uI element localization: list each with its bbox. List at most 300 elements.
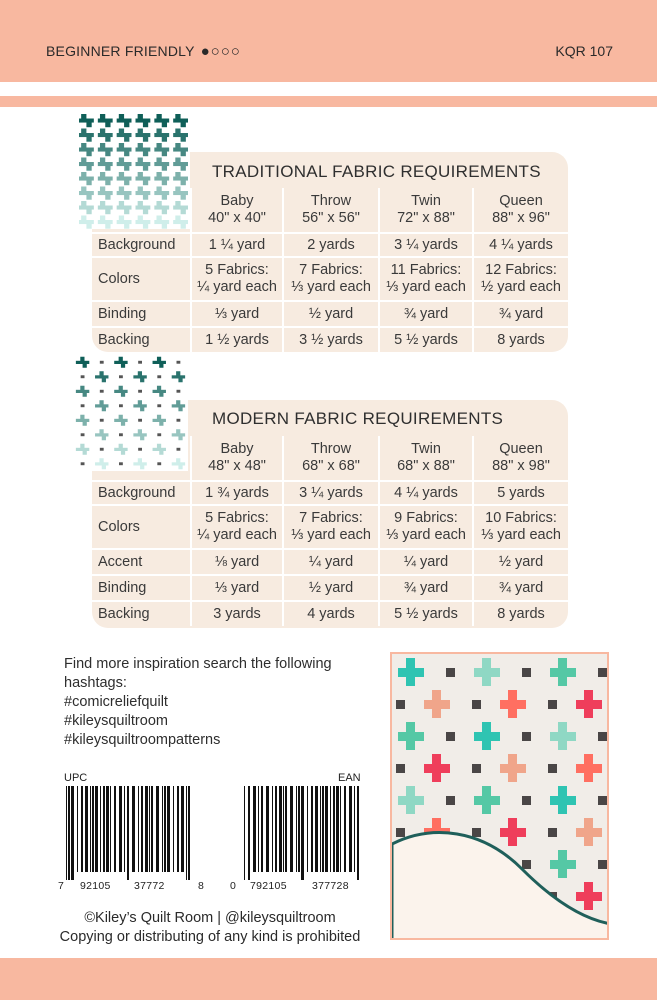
table-cell [378,482,472,504]
barcode-bar [301,786,304,880]
barcode-bar [320,786,321,872]
barcode-bar [149,786,150,872]
size-column-header [282,188,378,232]
quilt-dot [100,390,104,393]
table-cell [190,550,282,574]
barcode-bar [132,786,135,872]
table-row [92,326,568,352]
skill-level [46,43,241,60]
barcode-bar [296,786,297,872]
table-cell [190,234,282,256]
quilt-block [124,120,129,127]
size-dimensions: 40" x 40" [208,210,266,226]
photo-dot [522,668,531,677]
row-label: Colors [98,518,140,535]
quilt-block [124,222,129,229]
size-column-header [472,188,568,232]
size-dimensions: 88" x 96" [492,210,550,226]
cell-text: ⅓ yard each [386,279,466,295]
quilt-block [105,120,110,127]
photo-dot [446,668,455,677]
cell-text: 2 yards [307,236,355,253]
table-cell [378,576,472,600]
cell-text: 8 yards [497,331,545,348]
quilt-block [162,193,167,200]
quilt-block [138,172,143,179]
quilt-block [119,201,124,208]
quilt-block [181,193,186,200]
photo-dot [396,764,405,773]
hashtag-item: #kileysquiltroom [64,713,168,729]
quilt-block [119,187,124,194]
photo-block [584,818,593,846]
quilt-block [156,201,161,208]
quilt-dot [119,462,123,465]
quilt-block [162,222,167,229]
quilt-block [86,193,91,200]
quilt-block [105,178,110,185]
size-dimensions: 88" x 98" [492,458,550,474]
ean-barcode [242,786,364,880]
photo-dot [598,732,607,741]
hashtag-intro: Find more inspiration search the following [64,656,332,672]
quilt-block [83,420,87,426]
row-label: Binding [98,579,147,596]
table-cell [190,576,282,600]
quilt-block [156,172,161,179]
size-name: Baby [220,441,254,457]
cell-text: 3 ¼ yards [394,236,458,253]
barcode-bar [279,786,282,872]
size-column-header [378,436,472,480]
cell-text: ⅓ yard [214,579,260,596]
barcode-bar [344,786,346,872]
quilt-block [100,114,105,121]
quilt-block [124,164,129,171]
barcode-bar [114,786,116,872]
photo-dot [548,700,557,709]
quilt-dot [138,361,142,364]
photo-block [558,786,567,814]
barcode-bar [141,786,143,872]
quilt-block [143,149,148,156]
traditional-quilt-thumbnail [77,113,190,229]
quilt-block [100,216,105,223]
modern-title: MODERN FABRIC REQUIREMENTS [212,409,504,428]
quilt-block [138,158,143,165]
quilt-dot [157,404,161,407]
quilt-block [100,143,105,150]
quilt-block [102,406,106,412]
quilt-block [100,172,105,179]
photo-block [558,850,567,878]
quilt-dot [81,375,85,378]
quilt-block [143,193,148,200]
size-column-header [190,436,282,480]
copyright-line: ©Kiley’s Quilt Room | @kileysquiltroom [84,910,336,926]
quilt-block [181,164,186,171]
cell-text: 9 Fabrics: [394,510,458,526]
barcode-bar [95,786,98,872]
table-cell [378,258,472,300]
photo-dot [598,860,607,869]
cell-text: ¾ yard [403,305,449,322]
barcode-bar [307,786,308,872]
quilt-block [175,143,180,150]
quilt-block [159,362,163,368]
barcode-bar [124,786,125,872]
quilt-block [124,135,129,142]
photo-block [584,882,593,910]
quilt-block [121,449,125,455]
quilt-block [162,135,167,142]
quilt-block [83,391,87,397]
quilt-block [119,158,124,165]
quilt-block [159,391,163,397]
quilt-block [140,377,144,383]
barcode-bar [81,786,83,872]
table-cell [472,602,568,626]
cell-text: ½ yard [498,553,544,570]
hashtag-item: #comicreliefquilt [64,694,168,710]
quilt-block [100,158,105,165]
quilt-block [175,216,180,223]
quilt-block [138,201,143,208]
cell-text: 3 ½ yards [299,331,363,348]
table-row [92,504,568,548]
quilt-block [86,222,91,229]
photo-block [508,754,517,782]
quilt-block [156,129,161,136]
hashtag-item: #kileysquiltroompatterns [64,732,221,748]
photo-dot [522,732,531,741]
barcode-bar [188,786,190,880]
row-label: Binding [98,305,147,322]
hashtag-intro-2: hashtags: [64,675,127,691]
table-cell [378,602,472,626]
photo-block [558,658,567,686]
size-dimensions: 48" x 48" [208,458,266,474]
size-dimensions: 68" x 68" [302,458,360,474]
photo-block [432,754,441,782]
quilt-dot [157,433,161,436]
table-cell [190,258,282,300]
quilt-block [143,120,148,127]
modern-quilt-thumbnail [73,355,188,471]
quilt-block [156,114,161,121]
photo-block [482,786,491,814]
barcode-bar [66,786,67,880]
quilt-block [143,135,148,142]
barcode-bar [340,786,341,872]
quilt-block [124,178,129,185]
table-cell [378,302,472,326]
table-cell [282,506,378,548]
table-row [92,256,568,300]
quilt-dot [177,448,181,451]
barcode-bar [177,786,179,872]
skill-level-label: BEGINNER FRIENDLY [46,43,195,59]
quilt-block [162,164,167,171]
quilt-block [175,114,180,121]
quilt-block [81,172,86,179]
quilt-dot [138,390,142,393]
barcode-bar [106,786,109,872]
table-cell [378,506,472,548]
table-cell [472,328,568,352]
photo-dot [446,796,455,805]
footer-band [0,958,657,1000]
barcode-bar [285,786,287,872]
table-cell [472,576,568,600]
pattern-code: KQR 107 [555,43,613,59]
quilt-dot [100,361,104,364]
cell-text: 5 Fabrics: [205,262,269,278]
table-cell [282,258,378,300]
barcode-bar [85,786,88,872]
quilt-block [105,149,110,156]
cell-text: 11 Fabrics: [390,262,462,278]
cell-text: 4 yards [307,605,355,622]
quilt-block [119,114,124,121]
quilt-block [124,207,129,214]
quilt-block [175,129,180,136]
table-cell [282,576,378,600]
quilt-block [86,164,91,171]
quilt-block [175,201,180,208]
table-cell [282,328,378,352]
upc-digit: 37772 [134,880,165,892]
quilt-block [105,164,110,171]
barcode-bar [333,786,335,872]
quilt-block [121,362,125,368]
cell-text: 4 ¼ yards [394,484,458,501]
quilt-photo [390,652,609,940]
barcode-bar [330,786,331,872]
row-label: Background [98,484,176,501]
quilt-block [86,135,91,142]
size-dimensions: 68" x 88" [397,458,455,474]
cell-text: ½ yard [308,305,354,322]
barcode-bar [164,786,166,872]
quilt-block [138,143,143,150]
photo-block [508,690,517,718]
quilt-block [156,216,161,223]
table-row [92,600,568,626]
size-dimensions: 72" x 88" [397,210,455,226]
quilt-block [156,143,161,150]
barcode-bar [181,786,184,872]
photo-block [558,722,567,750]
quilt-block [156,187,161,194]
barcode-bar [315,786,318,872]
quilt-dot [138,448,142,451]
ean-digit: 377728 [312,880,349,892]
barcode-bar [354,786,355,872]
photo-dot [548,764,557,773]
cell-text: 3 yards [213,605,261,622]
quilt-dot [119,433,123,436]
ean-label: EAN [338,772,361,784]
skill-level-dots: ●○○○ [200,43,241,60]
quilt-block [143,164,148,171]
photo-block [482,658,491,686]
quilt-block [119,143,124,150]
quilt-block [162,149,167,156]
quilt-dot [177,390,181,393]
barcode-bar [68,786,70,880]
size-column-header [472,436,568,480]
quilt-block [162,207,167,214]
quilt-dot [157,462,161,465]
quilt-block [143,178,148,185]
quilt-block [119,216,124,223]
quilt-block [162,178,167,185]
cell-text: ¼ yard [403,553,449,570]
quilt-block [81,158,86,165]
quilt-block [143,222,148,229]
table-row [92,574,568,600]
table-cell [472,302,568,326]
quilt-dot [157,375,161,378]
quilt-block [105,207,110,214]
barcode-bar [110,786,111,872]
ean-digit: 0 [230,880,237,892]
quilt-dot [81,404,85,407]
barcode-bar [290,786,293,872]
quilt-block [181,149,186,156]
quilt-block [181,207,186,214]
quilt-block [81,143,86,150]
cell-text: 7 Fabrics: [299,510,363,526]
photo-dot [522,796,531,805]
quilt-dot [119,375,123,378]
table-cell [378,234,472,256]
barcode-bar [261,786,263,872]
quilt-block [162,120,167,127]
cell-text: 1 ¾ yards [205,484,269,501]
upc-label: UPC [64,772,88,784]
quilt-block [86,178,91,185]
barcode-bar [357,786,359,880]
header-band [0,0,657,82]
cell-text: ½ yard [308,579,354,596]
table-row [92,232,568,256]
barcode-bar [275,786,277,872]
table-cell [190,602,282,626]
barcode-bar [103,786,105,872]
table-cell [472,550,568,574]
photo-block [584,754,593,782]
cell-text: ⅓ yard each [291,527,371,543]
barcode-bar [349,786,352,872]
photo-dot [548,828,557,837]
quilt-block [124,193,129,200]
quilt-block [81,129,86,136]
barcode-bar [90,786,91,872]
quilt-block [105,222,110,229]
table-row [92,300,568,326]
row-label: Backing [98,605,150,622]
cell-text: ¾ yard [498,305,544,322]
photo-block [432,690,441,718]
cell-text: ⅓ yard [214,305,260,322]
cell-text: 5 ½ yards [394,331,458,348]
quilt-block [83,362,87,368]
barcode-bar [336,786,339,872]
quilt-block [81,216,86,223]
quilt-block [83,449,87,455]
cell-text: 1 ½ yards [205,331,269,348]
cell-text: ⅓ yard each [386,527,466,543]
size-name: Twin [411,193,441,209]
quilt-block [175,158,180,165]
table-cell [282,482,378,504]
cell-text: ¾ yard [403,579,449,596]
photo-dot [396,828,405,837]
quilt-block [159,449,163,455]
quilt-block [102,464,106,470]
cell-text: 5 Fabrics: [205,510,269,526]
quilt-dot [119,404,123,407]
barcode-bar [298,786,300,872]
barcode-bar [127,786,129,880]
barcode-bar [156,786,159,872]
quilt-block [178,464,182,470]
size-column-header [190,188,282,232]
row-label: Accent [98,553,143,570]
size-name: Baby [220,193,254,209]
photo-block [508,818,517,846]
cell-text: 7 Fabrics: [299,262,363,278]
size-column-header [282,436,378,480]
table-cell [472,234,568,256]
quilt-block [100,187,105,194]
ean-digit: 792105 [250,880,287,892]
quilt-block [121,391,125,397]
quilt-block [138,114,143,121]
quilt-block [140,435,144,441]
cell-text: 4 ¼ yards [489,236,553,253]
quilt-dot [177,419,181,422]
cell-text: ⅓ yard each [481,527,561,543]
table-cell [472,506,568,548]
header-stripe [0,96,657,107]
quilt-dot [81,433,85,436]
barcode-bar [311,786,313,872]
cell-text: 8 yards [497,605,545,622]
cell-text: 10 Fabrics: [485,510,557,526]
table-cell [378,328,472,352]
photo-block [406,722,415,750]
quilt-block [175,187,180,194]
quilt-block [181,120,186,127]
table-cell [190,328,282,352]
cell-text: ¼ yard [308,553,354,570]
barcode-bar [167,786,170,872]
quilt-block [138,216,143,223]
quilt-block [178,377,182,383]
photo-dot [598,668,607,677]
photo-dot [472,700,481,709]
barcode-bar [145,786,148,872]
upc-digit: 7 [58,880,65,892]
barcode-bar [186,786,187,880]
quilt-block [143,207,148,214]
table-cell [282,302,378,326]
quilt-block [178,406,182,412]
size-dimensions: 56" x 56" [302,210,360,226]
